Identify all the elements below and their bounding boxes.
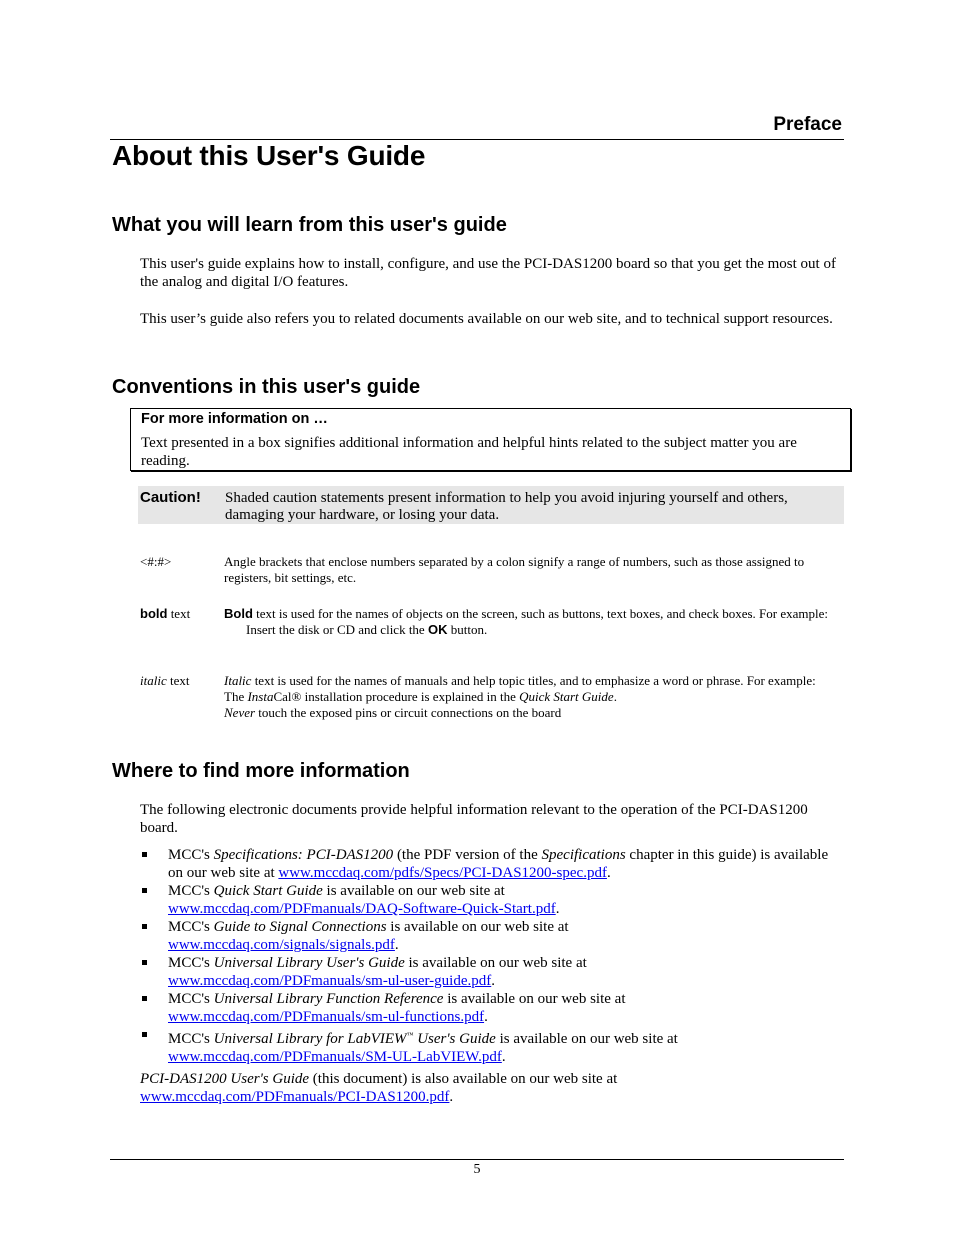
learn-paragraph-2: This user’s guide also refers you to related documents available on our web site, and to technical support resources. xyxy=(140,311,833,327)
italic-example-1: The InstaCal® installation procedure is explained in the Quick Start Guide. xyxy=(224,689,617,704)
heading-more-information: Where to find more information xyxy=(112,760,410,782)
section-label: Preface xyxy=(773,114,842,135)
page-number: 5 xyxy=(473,1162,481,1177)
italic-example-2: Never touch the exposed pins or circuit connections on the board xyxy=(224,705,562,720)
convention-desc-italic xyxy=(224,673,840,721)
convention-desc-italic-word: Italic xyxy=(224,673,252,688)
document-list xyxy=(140,846,840,1066)
bullet-icon xyxy=(142,996,147,1001)
list-item: MCC's Universal Library for LabVIEW™ User's Guide is available on our web site at www.mccdaq.com/PDFmanuals/SM-UL-LabVIEW.pdf. xyxy=(140,1026,840,1066)
link-ul-functions[interactable]: www.mccdaq.com/PDFmanuals/sm-ul-functions.pdf xyxy=(168,1009,485,1025)
convention-term-angle: <#:#> xyxy=(140,554,172,569)
list-item: MCC's Guide to Signal Connections is available on our web site at www.mccdaq.com/signals/signals.pdf. xyxy=(140,918,840,954)
closing-paragraph: PCI-DAS1200 User's Guide (this document) is also available on our web site at www.mccdaq.com/PDFmanuals/PCI-DAS1200.pdf. xyxy=(140,1071,618,1105)
more-info-intro: The following electronic documents provide helpful information relevant to the operation of the PCI-DAS1200 board. xyxy=(140,802,808,836)
convention-term-bold-word: bold xyxy=(140,606,168,621)
convention-term-italic xyxy=(140,673,189,689)
convention-desc-italic-rest: text is used for the names of manuals and help topic titles, and to emphasize a word or phrase. For example: xyxy=(251,673,816,688)
list-item: MCC's Quick Start Guide is available on our web site at www.mccdaq.com/PDFmanuals/DAQ-Software-Quick-Start.pdf. xyxy=(140,882,840,918)
convention-term-bold xyxy=(140,606,190,622)
convention-desc-bold xyxy=(224,606,840,638)
convention-desc-angle: Angle brackets that enclose numbers separated by a colon signify a range of numbers, such as those assigned to registers, bit settings, etc. xyxy=(224,554,805,585)
list-item: MCC's Universal Library Function Reference is available on our web site at www.mccdaq.com/PDFmanuals/sm-ul-functions.pdf. xyxy=(140,990,840,1026)
learn-paragraph-1: This user's guide explains how to install, configure, and use the PCI-DAS1200 board so that you get the most out of the analog and digital I/O features. xyxy=(140,256,836,290)
convention-term-italic-word: italic xyxy=(140,673,167,688)
convention-desc-bold-rest: text is used for the names of objects on the screen, such as buttons, text boxes, and check boxes. For example: xyxy=(252,606,828,621)
bullet-icon xyxy=(142,960,147,965)
bullet-icon xyxy=(142,1032,147,1037)
caution-label: Caution! xyxy=(140,489,201,506)
convention-term-italic-rest: text xyxy=(166,673,190,688)
heading-conventions: Conventions in this user's guide xyxy=(112,376,421,398)
info-box-title: For more information on … xyxy=(141,411,328,427)
link-quick-start[interactable]: www.mccdaq.com/PDFmanuals/DAQ-Software-Quick-Start.pdf xyxy=(168,901,556,917)
info-box-text: Text presented in a box signifies additional information and helpful hints related to the subject matter you are reading. xyxy=(141,435,797,469)
footer-rule xyxy=(110,1159,844,1160)
info-box xyxy=(130,408,851,471)
link-ul-labview[interactable]: www.mccdaq.com/PDFmanuals/SM-UL-LabVIEW.pdf xyxy=(168,1049,502,1065)
page-title: About this User's Guide xyxy=(112,140,426,171)
bullet-icon xyxy=(142,924,147,929)
heading-what-you-will-learn: What you will learn from this user's guide xyxy=(112,214,507,236)
convention-desc-bold-word: Bold xyxy=(224,606,253,621)
caution-text: Shaded caution statements present information to help you avoid injuring yourself and others, damaging your hardware, or losing your data. xyxy=(225,490,788,523)
bullet-icon xyxy=(142,852,147,857)
link-pci-das1200-guide[interactable]: www.mccdaq.com/PDFmanuals/PCI-DAS1200.pdf xyxy=(140,1089,450,1105)
convention-term-bold-rest: text xyxy=(167,606,191,621)
list-item: MCC's Universal Library User's Guide is available on our web site at www.mccdaq.com/PDFmanuals/sm-ul-user-guide.pdf. xyxy=(140,954,840,990)
caution-box xyxy=(138,486,844,524)
link-specifications[interactable]: www.mccdaq.com/pdfs/Specs/PCI-DAS1200-spec.pdf xyxy=(278,865,607,881)
link-signal-connections[interactable]: www.mccdaq.com/signals/signals.pdf xyxy=(168,937,395,953)
link-ul-user-guide[interactable]: www.mccdaq.com/PDFmanuals/sm-ul-user-guide.pdf xyxy=(168,973,492,989)
bold-example: Insert the disk or CD and click the OK button. xyxy=(246,622,488,637)
bullet-icon xyxy=(142,888,147,893)
ok-label: OK xyxy=(427,622,448,637)
list-item: MCC's Specifications: PCI-DAS1200 (the PDF version of the Specifications chapter in this guide) is available on our web site at www.mccdaq.com/pdfs/Specs/PCI-DAS1200-spec.pdf. xyxy=(140,846,840,882)
